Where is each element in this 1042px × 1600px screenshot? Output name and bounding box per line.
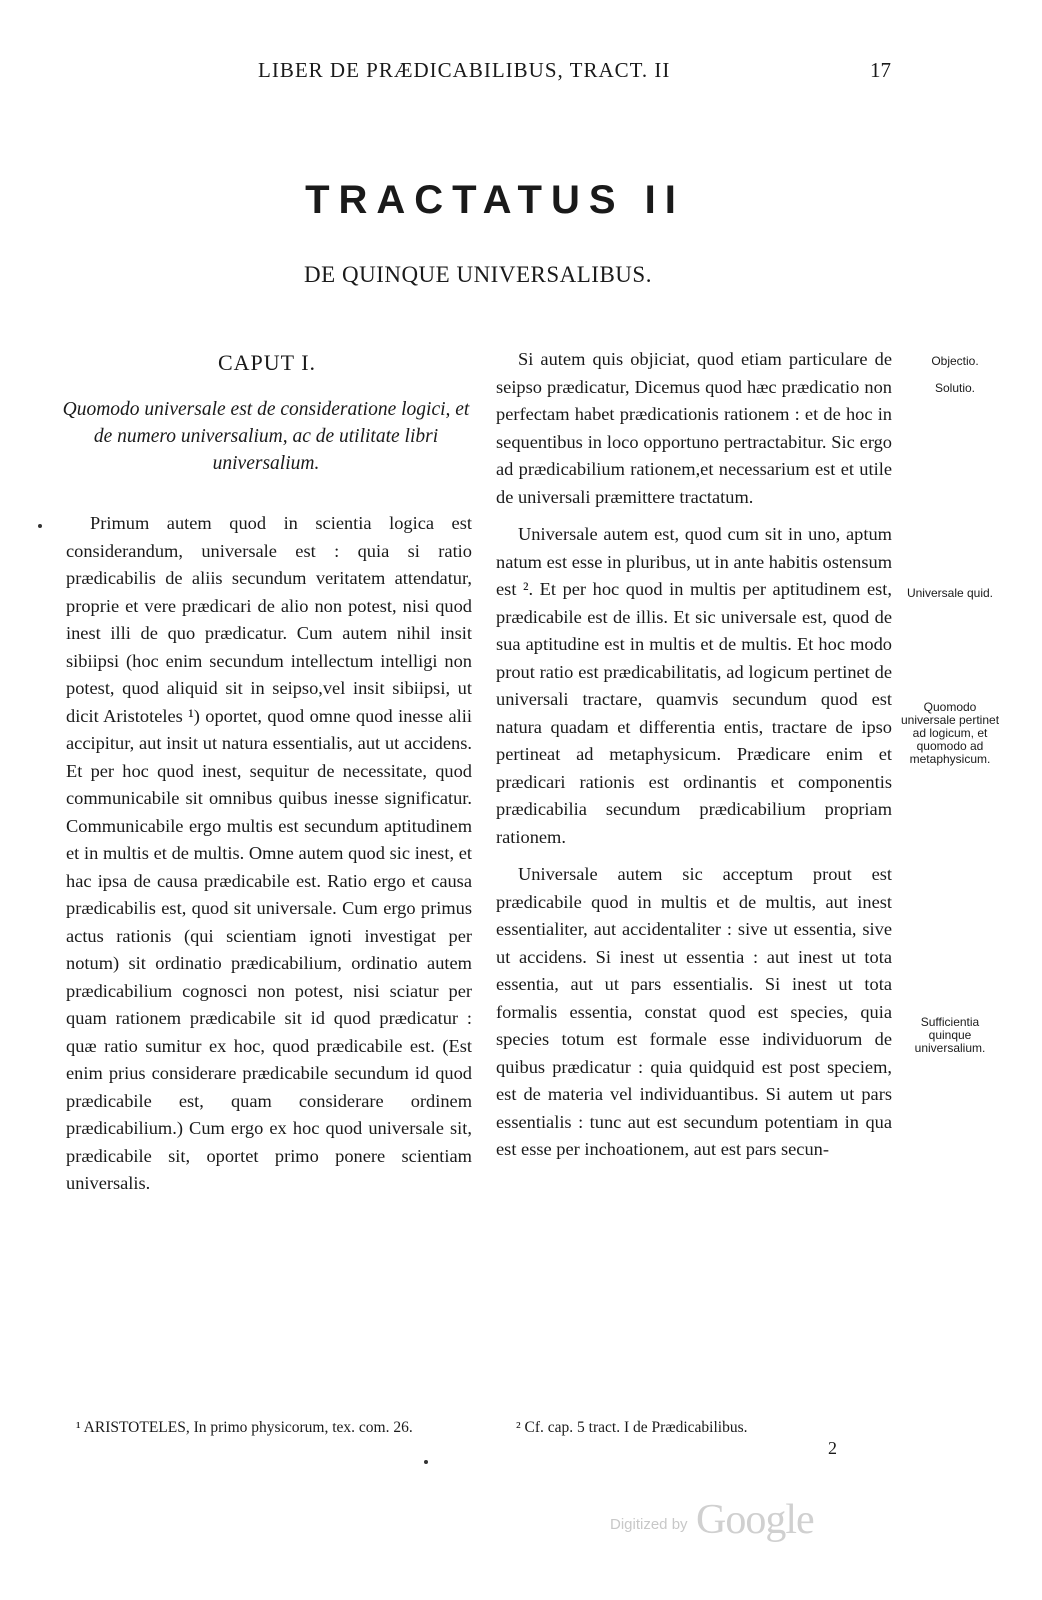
page-number: 17 [870, 58, 891, 82]
margin-note-objectio: Objectio. [931, 354, 979, 368]
footnote-right: ² Cf. cap. 5 tract. I de Prædicabilibus. [516, 1419, 748, 1436]
caput-heading: CAPUT I. [218, 350, 317, 375]
margin-note-universale-quid: Universale quid. [906, 586, 994, 600]
left-column [66, 510, 472, 1198]
caput-summary: Quomodo universale est de consideratione logici, et de numero universalium, ac de utilitate libri universalium. [62, 399, 470, 474]
margin-note-solutio: Solutio. [934, 381, 976, 395]
margin-note-quomodo: Quomodo universale pertinet ad logicum, et quomodo ad metaphysicum. [900, 700, 1000, 766]
left-paragraph: Primum autem quod in scientia logica est considerandum, universale est : quia si ratio prædicabilis de aliis secundum veritatem attendatur, proprie et vere prædicari de alio non potest, nisi quod inest illi de quo prædicatur. Cum autem nihil insit sibiipsi (hoc enim secundum intellectum intelligi non potest, quod aliquid sit in seipso,vel insit sibiipsi, ut dicit Aristoteles ¹) oportet, quod omne quod inesse alii accipitur, aut insit ut natura essentialis, aut ut accidens. Et per hoc quod inest, sequitur de necessitate, quod communicabile sit omnibus quibus inesse significatur. Communicabile ergo multis est secundum aptitudinem et in multis et de multis. Omne autem quod sic inest, et hac ipsa de causa prædicabile est. Ratio ergo et causa prædicabilis est, quod sit universale. Cum ergo primus actus rationis (qui scientiam ignoti investigat per notum) sit ordinatio prædicabilium, ordinatio autem prædicabilium cognosci non potest, nisi sciatur per quam rationem prædicabile sit id quod prædicatur : quæ ratio sumitur ex hoc, quod prædicabile est. (Est enim prius considerare prædicabile secundum id quod prædicabile est, quam considerare ordinem prædicabilium.) Cum ergo ex hoc quod universale sit, prædicabile sit, oportet primo ponere scientiam universalis. [66, 513, 472, 1193]
right-column [496, 346, 892, 1164]
tractatus-subtitle: DE QUINQUE UNIVERSALIBUS. [304, 262, 652, 287]
google-logo: Google [696, 1497, 814, 1543]
signature-mark: 2 [828, 1438, 837, 1458]
footnote-left: ¹ ARISTOTELES, In primo physicorum, tex. com. 26. [76, 1419, 413, 1436]
digitized-label: Digitized by [610, 1516, 688, 1533]
right-paragraph-1: Si autem quis objiciat, quod etiam particulare de seipso prædicatur, Dicemus quod hæc prædicatio non perfectam habet prædicationis rationem : et de hoc in sequentibus in loco opportuno pertractabitur. Sic ergo ad prædicabilium rationem,et necessarium est et utile de universali præmittere tractatum. [496, 349, 892, 507]
running-head: LIBER DE PRÆDICABILIBUS, TRACT. II [258, 58, 671, 82]
right-paragraph-2: Universale autem est, quod cum sit in uno, aptum natum est esse in pluribus, ut in ante habitis ostensum est ². Et per hoc quod in multis per aptitudinem est, prædicabile est de illis. Et sic universale est, quod de sua aptitudine est in multis et de multis. Et hoc modo prout ratio est prædicabilitatis, ad logicum pertinet de universali tractare, quamvis secundum quod est natura quadam et differentia entis, tractare de ipso pertineat ad metaphysicum. Prædicare enim et prædicari rationis est ordinantis et componentis prædicabilia secundum prædicabilium propriam rationem. [496, 524, 892, 847]
margin-note-sufficientia: Sufficientia quinque universalium. [914, 1015, 986, 1055]
right-paragraph-3: Universale autem sic acceptum prout est prædicabile quod in multis et de multis, aut inest essentialiter, aut accidentaliter : sive ut essentia, sive ut accidens. Si inest ut essentia : aut inest ut tota essentia, aut ut pars essentialis. Si inest ut tota formalis essentia, constat quod est species, quia species totum est formale esse individuorum de quibus prædicatur : quia quidquid est post speciem, est de materia vel individuantibus. Si autem ut pars essentialis : tunc aut est secundum potentiam in qua est esse per inchoationem, aut est pars secun- [496, 864, 892, 1159]
digitized-watermark [0, 1497, 1042, 1550]
page-dot [424, 1460, 428, 1464]
margin-dot [38, 524, 42, 528]
tractatus-title: TRACTATUS II [305, 178, 685, 222]
